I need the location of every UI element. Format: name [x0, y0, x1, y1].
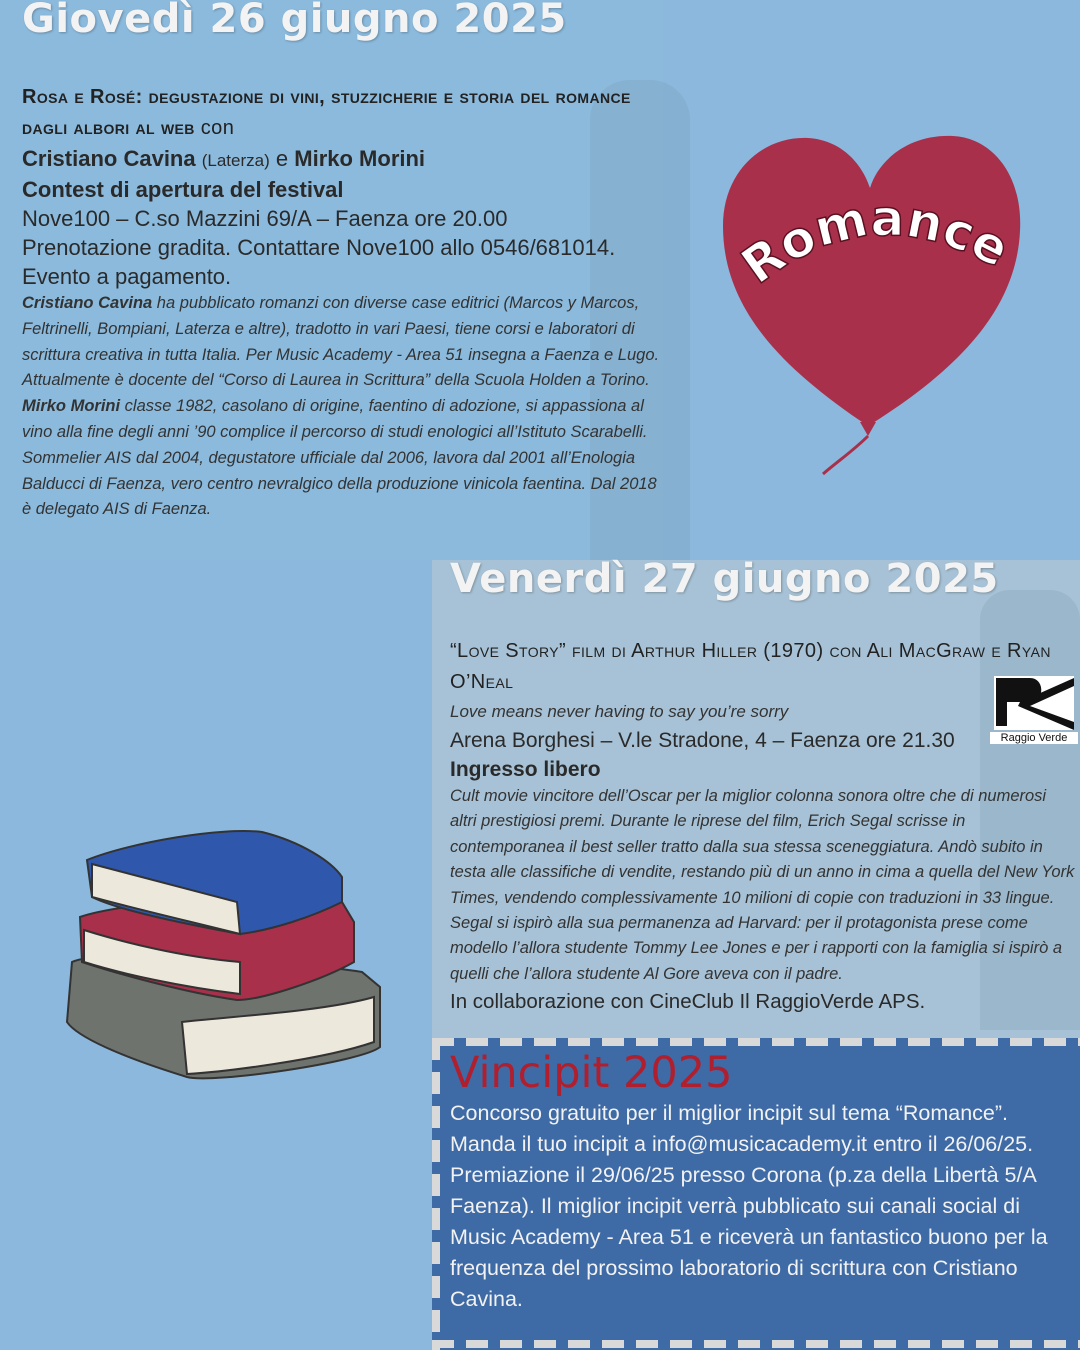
heart-balloon-illustration	[718, 126, 1028, 476]
bio-cavina	[22, 291, 662, 394]
film-description: Cult movie vincitore dell’Oscar per la miglior colonna sonora oltre che di numerosi altri prestigiosi premi. Durante le riprese del film, Erich Segal scrisse in contemporanea il best seller tratto dalla sua stessa sceneggiatura. Andò subito in testa alle classifiche di vendite, restando più di un anno in cima a quella del New York Times, vendendo complessivamente 10 milioni di copie con traduzioni in 33 lingue. Segal si ispirò alla sua permanenza ad Harvard: per il protagonista prese come modello l’allora studente Tommy Lee Jones e per i rapporti con la famiglia si ispirò a quelli che l’allora studente Al Gore aveva con il padre.	[450, 787, 1075, 983]
conjunction: e	[275, 146, 289, 171]
contest-text: Concorso gratuito per il miglior incipit sul tema “Romance”. Manda il tuo incipit a info@musicacademy.it entro il 26/06/25. Premiazione il 29/06/25 presso Corona (p.za della Libertà 5/A Faenza). Il miglior incipit verrà pubblicato sui canali social di Music Academy - Area 51 e riceverà un fantastico buono per la frequenza del prossimo laboratorio di scrittura con Cristiano Cavina.	[450, 1101, 1048, 1311]
event-fee: Evento a pagamento.	[22, 264, 232, 289]
film-entry: Ingresso libero	[450, 758, 601, 781]
bio-name: Mirko Morini	[22, 397, 121, 416]
event-venue: Nove100 – C.so Mazzini 69/A – Faenza ore 20.00	[22, 206, 508, 231]
friday-event	[450, 636, 1075, 1016]
bio-name: Cristiano Cavina	[22, 294, 153, 312]
event-booking: Prenotazione gradita. Contattare Nove100 allo 0546/681014.	[22, 235, 616, 260]
dashed-border-top	[432, 1038, 1080, 1046]
event-title-con: con	[200, 117, 235, 139]
thursday-event	[22, 82, 662, 523]
balloon-string	[823, 436, 868, 474]
bio-morini	[22, 394, 662, 523]
day-heading-thursday: Giovedì 26 giugno 2025	[22, 0, 567, 42]
film-title: “Love Story” film di Arthur Hiller (1970) con Ali MacGraw e Ryan O’Neal	[450, 640, 1051, 693]
event-title	[22, 82, 662, 144]
contest-box	[432, 1038, 1080, 1350]
film-collab: In collaborazione con CineClub Il RaggioVerde APS.	[450, 990, 926, 1014]
dashed-border-left	[432, 1038, 440, 1350]
film-tagline: Love means never having to say you’re sorry	[450, 702, 789, 721]
dashed-border-bottom	[432, 1340, 1080, 1348]
film-venue: Arena Borghesi – V.le Stradone, 4 – Faenza ore 21.30	[450, 729, 955, 752]
bio-text: ha pubblicato romanzi con diverse case editrici (Marcos y Marcos, Feltrinelli, Bompiani, Laterza e altre), tradotto in vari Paesi, tiene corsi e laboratori di scrittura creativa in tutta Italia. Per Music Academy - Area 51 insegna a Faenza e Lugo. Attualmente è docente del “Corso di Laurea in Scrittura” della Scuola Holden a Torino.	[22, 294, 660, 390]
bio-text: classe 1982, casolano di origine, faentino di adozione, si appassiona al vino alla fine degli anni ’90 complice il percorso di studi enologici all’Istituto Scarabelli. Sommelier AIS dal 2004, degustatore ufficiale dal 2006, lavora dal 2001 all’Enologia Balducci di Faenza, vero centro nevralgico della produzione vinicola faentina. Dal 2018 è delegato AIS di Faenza.	[22, 397, 657, 519]
event-title-text: Rosa e Rosé: degustazione di vini, stuzzicherie e storia del romance dagli albori al web	[22, 86, 631, 139]
books-stack-illustration	[62, 822, 387, 1084]
logo-caption: Raggio Verde	[990, 732, 1078, 744]
day-heading-friday: Venerdì 27 giugno 2025	[450, 556, 999, 602]
balloon-knot	[860, 422, 876, 436]
author-name: Cristiano Cavina	[22, 146, 196, 171]
contest-title: Vincipit 2025	[450, 1048, 733, 1098]
raggio-verde-logo	[990, 672, 1078, 748]
event-authors	[22, 144, 662, 175]
author-publisher: (Laterza)	[201, 151, 270, 170]
author-name: Mirko Morini	[294, 146, 426, 171]
event-subtitle: Contest di apertura del festival	[22, 177, 344, 202]
balloon-label-path: Romance	[730, 189, 1019, 296]
